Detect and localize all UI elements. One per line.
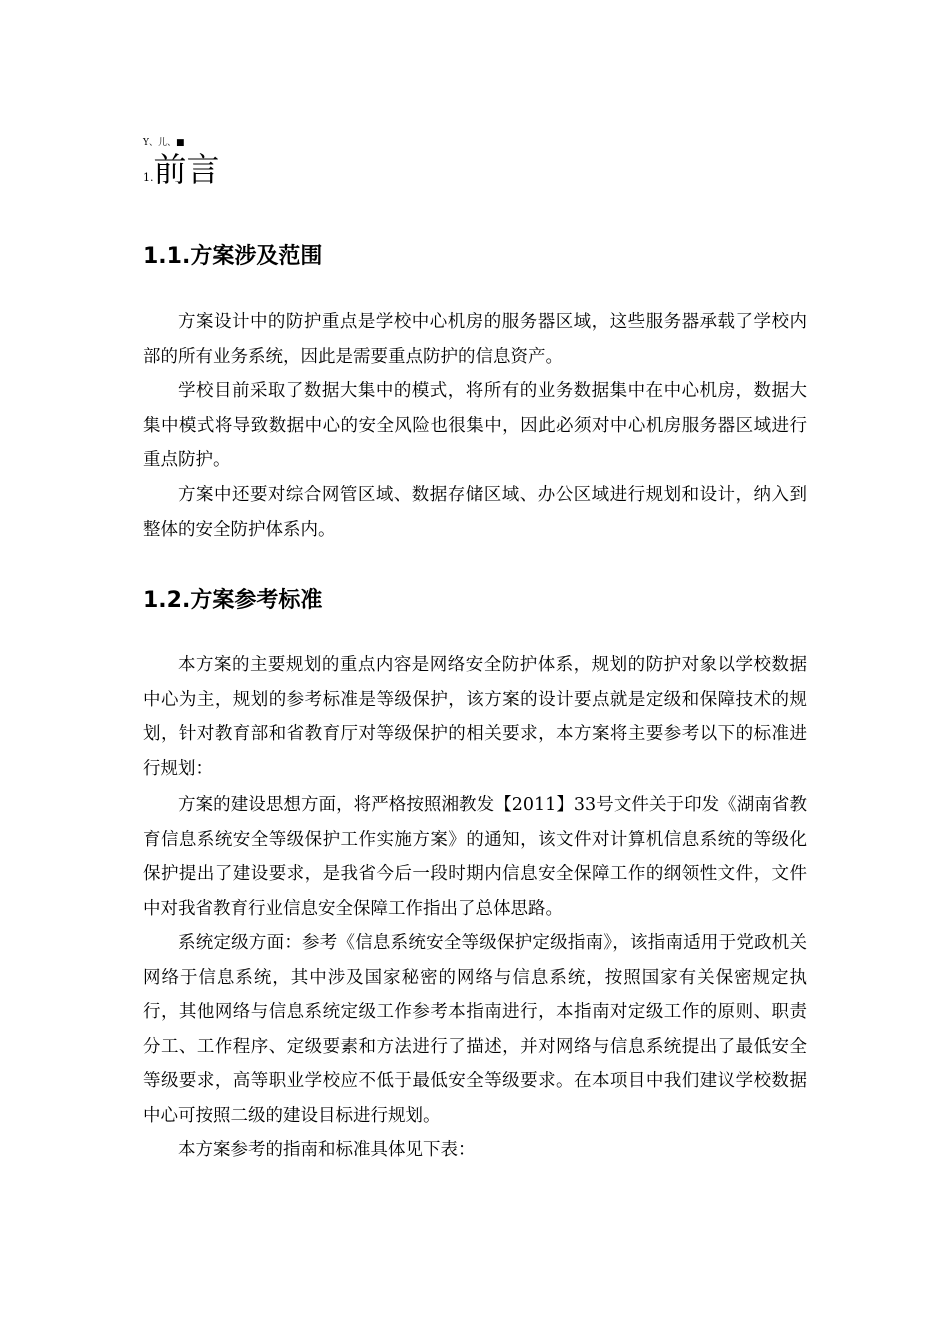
section-title: 方案参考标准 (190, 588, 323, 613)
paragraph: 系统定级方面：参考《信息系统安全等级保护定级指南》，该指南适用于党政机关网络于信息系统，其中涉及国家秘密的网络与信息系统，按照国家有关保密规定执行，其他网络与信息系统定级工作参考本指南进行，本指南对定级工作的原则、职责分工、工作程序、定级要素和方法进行了描述，并对网络与信息系统提出了最低安全等级要求，高等职业学校应不低于最低安全等级要求。在本项目中我们建议学校数据中心可按照二级的建设目标进行规划。 (143, 933, 807, 1126)
header-marker: Y、儿、■ (143, 138, 185, 148)
paragraph: 方案设计中的防护重点是学校中心机房的服务器区域，这些服务器承载了学校内部的所有业务系统，因此是需要重点防护的信息资产。 (143, 312, 807, 367)
paragraph: 本方案参考的指南和标准具体见下表： (178, 1140, 476, 1160)
chapter-heading (143, 150, 220, 194)
paragraph: 方案中还要对综合网管区域、数据存储区域、办公区域进行规划和设计，纳入到整体的安全防护体系内。 (143, 485, 807, 540)
paragraph: 本方案的主要规划的重点内容是网络安全防护体系，规划的防护对象以学校数据中心为主，规划的参考标准是等级保护，该方案的设计要点就是定级和保障技术的规划，针对教育部和省教育厅对等级保护的相关要求，本方案将主要参考以下的标准进行规划： (143, 655, 807, 779)
chapter-title: 前言 (153, 150, 220, 189)
paragraph: 方案的建设思想方面，将严格按照湘教发【2011】33号文件关于印发《湖南省教育信息系统安全等级保护工作实施方案》的通知，该文件对计算机信息系统的等级化保护提出了建设要求，是我省今后一段时期内信息安全保障工作的纲领性文件，文件中对我省教育行业信息安全保障工作指出了总体思路。 (143, 795, 807, 919)
section-number: 1.2. (143, 588, 191, 613)
section-heading-1-1 (143, 242, 322, 272)
chapter-number: 1. (143, 171, 154, 184)
paragraph: 学校目前采取了数据大集中的模式，将所有的业务数据集中在中心机房，数据大集中模式将导致数据中心的安全风险也很集中，因此必须对中心机房服务器区域进行重点防护。 (143, 381, 807, 471)
section-number: 1.1. (143, 244, 191, 269)
section-title: 方案涉及范围 (190, 244, 323, 269)
section-heading-1-2 (143, 586, 322, 616)
